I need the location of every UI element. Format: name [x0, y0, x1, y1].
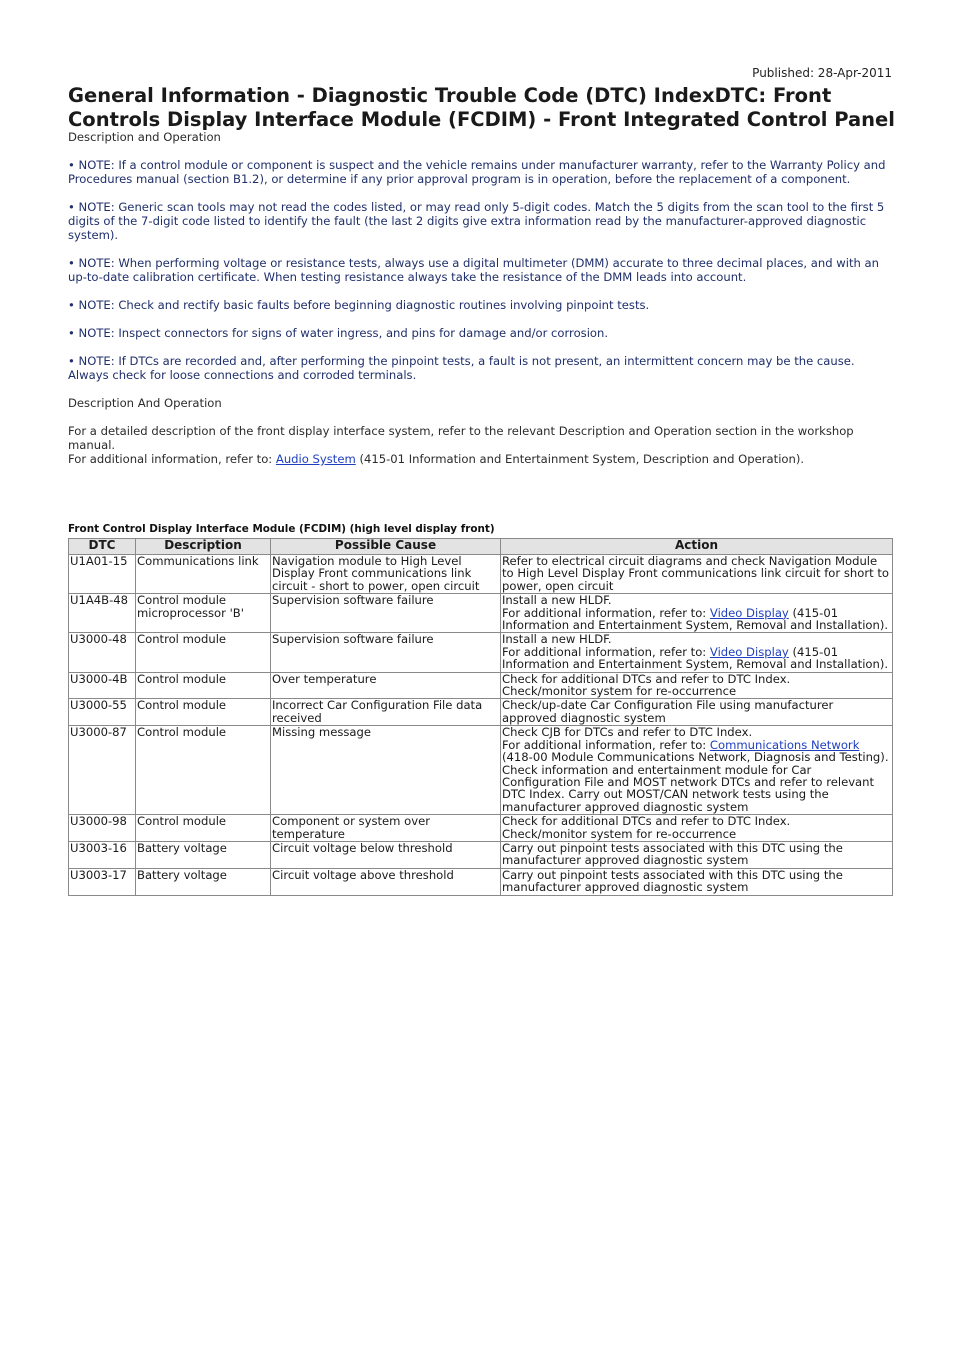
- action-text: Check CJB for DTCs and refer to DTC Index.: [502, 725, 753, 740]
- table-row: [69, 726, 893, 815]
- table-row: [69, 555, 893, 594]
- table-header-row: [69, 539, 893, 555]
- note-warranty: • NOTE: If a control module or component is suspect and the vehicle remains under manufacturer warranty, refer to the Warranty Policy and Procedures manual (section B1.2), or determine if any prior approval program is in operation, before the replacement of a component.: [68, 158, 886, 186]
- table-row: [69, 841, 893, 868]
- dtc-description: Battery voltage: [136, 841, 271, 868]
- note-dmm: • NOTE: When performing voltage or resistance tests, always use a digital multimeter (DMM) accurate to three decimal places, and with an up-to-date calibration certificate. When testing resistance always take the resistance of the DMM leads into account.: [68, 256, 879, 284]
- action-text: Install a new HLDF.: [502, 632, 612, 647]
- dtc-description: Battery voltage: [136, 868, 271, 895]
- header-possible-cause: Possible Cause: [271, 539, 501, 555]
- dtc-code: U3003-16: [69, 841, 136, 868]
- dtc-table: [68, 538, 893, 896]
- action: [501, 594, 893, 633]
- reference-suffix: (415-01 Information and Entertainment System, Removal and Installation).: [502, 605, 889, 633]
- video-display-link[interactable]: Video Display: [709, 644, 789, 659]
- note-connectors: • NOTE: Inspect connectors for signs of water ingress, and pins for damage and/or corrosion.: [68, 326, 609, 340]
- audio-system-link[interactable]: Audio System: [275, 452, 356, 466]
- action: [501, 726, 893, 815]
- dtc-code: U3000-98: [69, 815, 136, 842]
- possible-cause: Missing message: [271, 726, 501, 815]
- dtc-code: U3000-48: [69, 633, 136, 672]
- action-text: Carry out pinpoint tests associated with this DTC using the manufacturer approved diagnostic system: [502, 840, 843, 868]
- table-row: [69, 672, 893, 699]
- dtc-code: U1A01-15: [69, 555, 136, 594]
- header-action: Action: [501, 539, 893, 555]
- dtc-description: Control module microprocessor 'B': [136, 594, 271, 633]
- dtc-description: Control module: [136, 633, 271, 672]
- action-text: Install a new HLDF.: [502, 593, 612, 608]
- table-title: Front Control Display Interface Module (FCDIM) (high level display front): [68, 523, 495, 535]
- section-heading-description-operation: Description and Operation: [68, 130, 221, 144]
- description-paragraph: [68, 424, 892, 466]
- reference-suffix: (418-00 Module Communications Network, Diagnosis and Testing).: [502, 750, 889, 765]
- published-date: Published: 28-Apr-2011: [752, 66, 892, 80]
- video-display-link[interactable]: Video Display: [709, 605, 789, 620]
- action: [501, 841, 893, 868]
- action-text: Check for additional DTCs and refer to DTC Index.: [502, 671, 791, 686]
- action: [501, 815, 893, 842]
- body-text: [68, 130, 892, 466]
- dtc-description: Control module: [136, 726, 271, 815]
- header-description: Description: [136, 539, 271, 555]
- dtc-code: U3000-87: [69, 726, 136, 815]
- action: [501, 555, 893, 594]
- possible-cause: Over temperature: [271, 672, 501, 699]
- action: [501, 868, 893, 895]
- action-text: Check/up-date Car Configuration File using manufacturer approved diagnostic system: [502, 698, 834, 725]
- dtc-code: U3003-17: [69, 868, 136, 895]
- dtc-code: U1A4B-48: [69, 594, 136, 633]
- action: [501, 699, 893, 726]
- reference-prefix: For additional information, refer to:: [502, 644, 710, 659]
- action-text: Check information and entertainment module for Car Configuration File and MOST network DTCs and refer to relevant DTC Index. Carry out MOST/CAN network tests using the manufacturer approved diagnostic system: [502, 762, 875, 814]
- action-text: Check for additional DTCs and refer to DTC Index.: [502, 814, 791, 829]
- table-row: [69, 594, 893, 633]
- dtc-description: Control module: [136, 672, 271, 699]
- possible-cause: Circuit voltage above threshold: [271, 868, 501, 895]
- possible-cause: Navigation module to High Level Display Front communications link circuit - short to power, open circuit: [271, 555, 501, 594]
- note-intermittent: • NOTE: If DTCs are recorded and, after performing the pinpoint tests, a fault is not present, an intermittent concern may be the cause. Always check for loose connections and corroded terminals.: [68, 354, 855, 382]
- page-title-line-2: Controls Display Interface Module (FCDIM) - Front Integrated Control Panel: [68, 108, 895, 131]
- section-heading-description-and-operation: Description And Operation: [68, 396, 222, 410]
- table-row: [69, 815, 893, 842]
- note-scan-tools: • NOTE: Generic scan tools may not read the codes listed, or may read only 5-digit codes. Match the 5 digits from the scan tool to the first 5 digits of the 7-digit code listed to identify the fault (the last 2 digits give extra information read by the manufacturer-approved diagnostic system).: [68, 200, 885, 242]
- possible-cause: Supervision software failure: [271, 594, 501, 633]
- note-basic-faults: • NOTE: Check and rectify basic faults before beginning diagnostic routines involving pinpoint tests.: [68, 298, 650, 312]
- action: [501, 672, 893, 699]
- dtc-description: Control module: [136, 699, 271, 726]
- possible-cause: Circuit voltage below threshold: [271, 841, 501, 868]
- table-row: [69, 868, 893, 895]
- dtc-description: Control module: [136, 815, 271, 842]
- possible-cause: Supervision software failure: [271, 633, 501, 672]
- header-dtc: DTC: [69, 539, 136, 555]
- page-title-line-1: General Information - Diagnostic Trouble Code (DTC) IndexDTC: Front: [68, 84, 832, 107]
- reference-suffix: (415-01 Information and Entertainment System, Description and Operation).: [355, 452, 805, 466]
- dtc-description: Communications link: [136, 555, 271, 594]
- action-text: Carry out pinpoint tests associated with this DTC using the manufacturer approved diagnostic system: [502, 867, 843, 895]
- action-text: Check/monitor system for re-occurrence: [502, 684, 737, 699]
- dtc-code: U3000-4B: [69, 672, 136, 699]
- possible-cause: Component or system over temperature: [271, 815, 501, 842]
- action-text: Refer to electrical circuit diagrams and check Navigation Module to High Level Display Front communications link circuit for short to power, open circuit: [502, 554, 889, 593]
- table-row: [69, 699, 893, 726]
- dtc-code: U3000-55: [69, 699, 136, 726]
- action: [501, 633, 893, 672]
- communications-network-link[interactable]: Communications Network: [709, 737, 860, 752]
- reference-prefix: For additional information, refer to:: [502, 737, 710, 752]
- reference-prefix: For additional information, refer to:: [502, 605, 710, 620]
- action-text: Check/monitor system for re-occurrence: [502, 826, 737, 841]
- possible-cause: Incorrect Car Configuration File data received: [271, 699, 501, 726]
- table-row: [69, 633, 893, 672]
- description-text: For a detailed description of the front display interface system, refer to the relevant Description and Operation section in the workshop manual.: [68, 424, 854, 452]
- reference-prefix: For additional information, refer to:: [68, 452, 276, 466]
- reference-suffix: (415-01 Information and Entertainment System, Removal and Installation).: [502, 644, 889, 672]
